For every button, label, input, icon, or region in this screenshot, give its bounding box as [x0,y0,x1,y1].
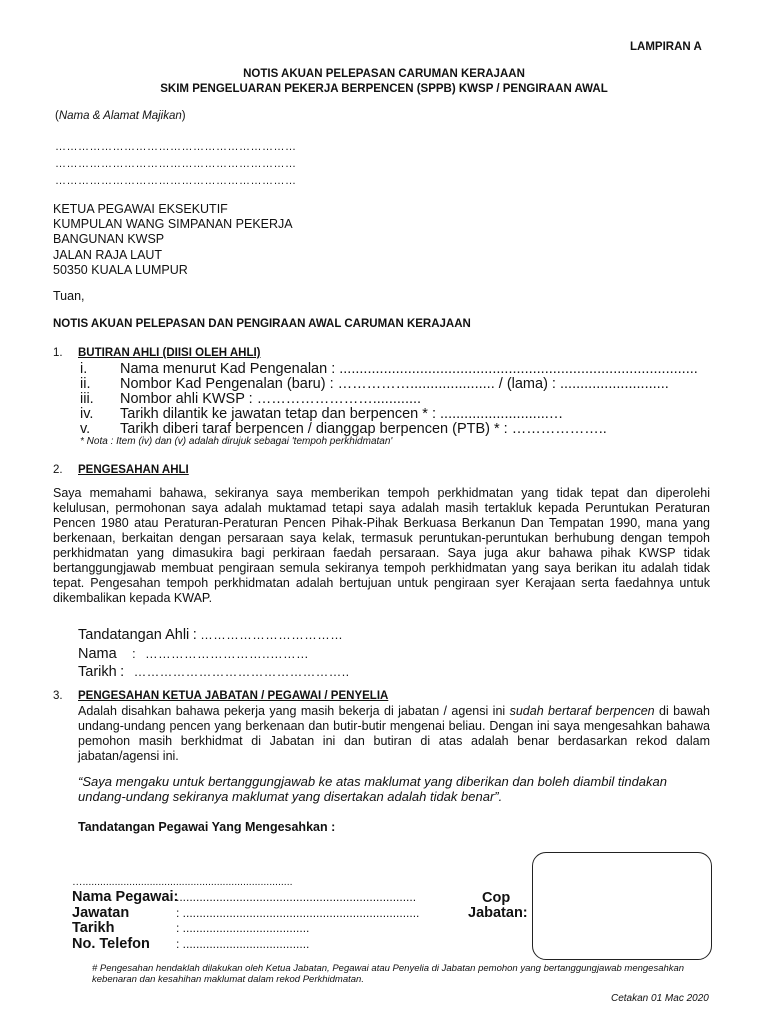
declaration-quote: “Saya mengaku untuk bertanggungjawab ke atas maklumat yang diberikan dan boleh diambil tindakan undang-undang sekiranya maklumat yang disertakan adalah tidak benar”. [78,774,667,804]
cop-label: Cop [482,890,511,906]
salutation: Tuan, [53,289,85,303]
list-item[interactable]: i. Nama menurut Kad Pengenalan : ......................................................................................... [80,361,698,377]
section3-heading: PENGESAHAN KETUA JABATAN / PEGAWAI / PENYELIA [78,690,389,702]
member-date-field[interactable]: Tarikh : ………………………………………….. [78,664,350,680]
list-item[interactable]: iii. Nombor ahli KWSP : ……………………............ [80,391,422,407]
employer-line-3[interactable]: ……………………………………………………… [55,175,297,187]
recipient-line: 50350 KUALA LUMPUR [53,262,188,277]
jabatan-label: Jabatan: [468,905,528,921]
officer-date-field[interactable]: Tarikh : ...................................... [72,920,310,936]
member-name-field[interactable]: Nama : ………………………..……… [78,645,310,662]
officer-phone-field[interactable]: No. Telefon : ...................................... [72,935,310,952]
recipient-line: JALAN RAJA LAUT [53,247,163,262]
section2-number: 2. [53,464,63,476]
section3-number: 3. [53,690,63,702]
department-stamp-box[interactable] [532,852,712,960]
employer-line-2[interactable]: ……………………………………………………… [55,158,297,170]
form-title-line1: NOTIS AKUAN PELEPASAN CARUMAN KERAJAAN [243,68,525,80]
member-signature-block [78,626,350,682]
member-details-list [80,362,698,437]
recipient-line: KETUA PEGAWAI EKSEKUTIF [53,202,228,216]
list-item[interactable]: ii. Nombor Kad Pengenalan (baru) : ……………..................... / (lama) : ........................... [80,376,669,392]
recipient-address [53,202,293,278]
footer-note: # Pengesahan hendaklah dilakukan oleh Ketua Jabatan, Pegawai atau Penyelia di Jabatan pemohon yang bertanggungjawab mengesahkan kebenaran dan kesahihan maklumat dalam rekod Perkhidmatan. [92,963,685,985]
lampiran-label: LAMPIRAN A [630,41,702,53]
list-item[interactable]: iv. Tarikh dilantik ke jawatan tetap dan berpencen * : ...........................… [80,406,564,422]
head-certification-paragraph: Adalah disahkan bahawa pekerja yang masih bekerja di jabatan / agensi ini sudah bertaraf berpencen di bawah undang-undang pencen yang berkenaan dan butir-butir mengenai beliau. Dengan ini saya mengesahkan bahawa pemohon masih berkhidmat di Jabatan ini dan butiran di atas adalah benar berdasarkan rekod dalam jabatan/agensi ini. [78,704,710,763]
section1-note: * Nota : Item (iv) dan (v) adalah dirujuk sebagai 'tempoh perkhidmatan' [80,436,393,447]
employer-line-1[interactable]: ……………………………………………………… [55,141,297,153]
form-title-line2: SKIM PENGELUARAN PEKERJA BERPENCEN (SPPB) KWSP / PENGIRAAN AWAL [160,83,608,95]
officer-position-field[interactable]: Jawatan : ....................................................................... [72,904,420,921]
subject-line: NOTIS AKUAN PELEPASAN DAN PENGIRAAN AWAL CARUMAN KERAJAAN [53,318,471,330]
list-item[interactable]: v. Tarikh diberi taraf berpencen / dianggap berpencen (PTB) * : ……………….. [80,421,607,437]
officer-details-block [72,890,419,952]
officer-name-field[interactable]: Nama Pegawai:........................................................................ [72,889,417,905]
member-declaration-paragraph: Saya memahami bahawa, sekiranya saya memberikan tempoh perkhidmatan yang tidak tepat dan diperolehi kelulusan, permohonan saya adalah muktamad tetapi saya adalah masih tertakluk kepada Peruntukan Peraturan Pencen 1980 atau Peraturan-Peraturan Pencen Pihak-Pihak Berkuasa Berkanun Dan Tempatan 1990, mana yang berkenaan, berkaitan dengan persaraan saya kelak, termasuk peruntukan-peruntukan berhubung dengan tempoh perkhidmatan yang dimasukira bagi perkiraan faedah persaraan. Saya juga akur bahawa pihak KWSP tidak bertanggungjawab membuat pengiraan semula sekiranya tempoh perkhidmatan yang saya berikan itu adalah tidak tepat. Pengesahan tempoh perkhidmatan adalah bertujuan untuk pengiraan syer Kerajaan serta faedahnya untuk dikembalikan kepada KWAP. [53,486,710,605]
member-signature-field[interactable]: Tandatangan Ahli : …………………………… [78,627,344,643]
officer-signature-line[interactable]: …........................................................................ [72,876,293,888]
section1-number: 1. [53,347,63,359]
recipient-line: KUMPULAN WANG SIMPANAN PEKERJA [53,217,293,232]
employer-label-text: Nama & Alamat Majikan [58,110,182,122]
recipient-line: BANGUNAN KWSP [53,232,165,247]
print-date: Cetakan 01 Mac 2020 [611,993,709,1004]
section1-heading: BUTIRAN AHLI (DIISI OLEH AHLI) [78,347,261,359]
employer-label: (Nama & Alamat Majikan) [55,110,186,122]
officer-signature-heading: Tandatangan Pegawai Yang Mengesahkan : [78,820,336,834]
section2-heading: PENGESAHAN AHLI [78,464,189,476]
